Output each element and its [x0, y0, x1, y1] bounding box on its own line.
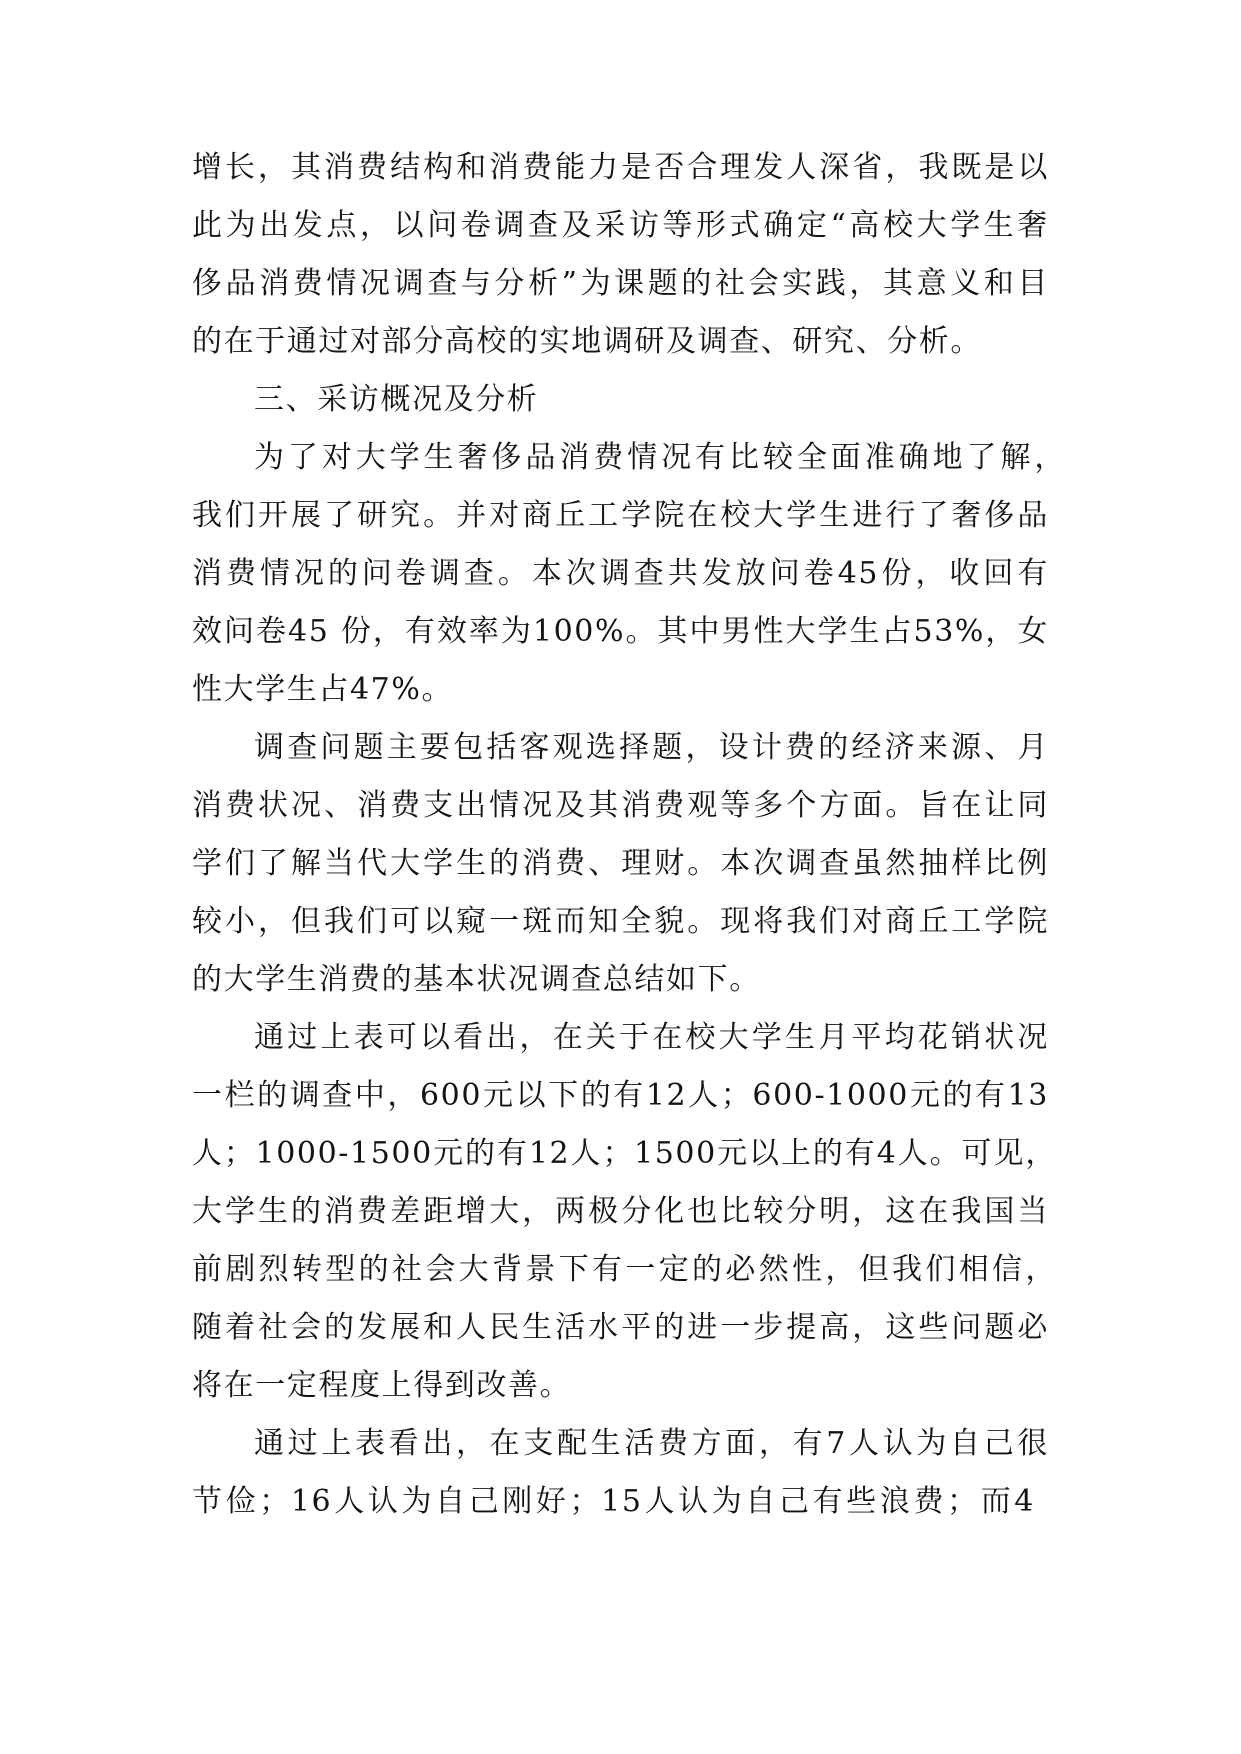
text-line-14: 较小，但我们可以窥一斑而知全貌。现将我们对商丘工学院	[192, 904, 1049, 939]
text-line-10: 性大学生占47%。	[192, 672, 454, 707]
text-line-8: 消费情况的问卷调查。本次调查共发放问卷45份，收回有	[192, 556, 1049, 591]
text-line-1: 增长，其消费结构和消费能力是否合理发人深省，我既是以	[192, 150, 1049, 185]
text-line-23: 通过上表看出，在支配生活费方面，有7人认为自己很	[254, 1426, 1049, 1461]
text-line-4: 的在于通过对部分高校的实地调研及调查、研究、分析。	[192, 324, 982, 359]
text-line-13: 学们了解当代大学生的消费、理财。本次调查虽然抽样比例	[192, 846, 1049, 881]
text-line-6: 为了对大学生奢侈品消费情况有比较全面准确地了解，	[254, 440, 1066, 475]
text-line-17: 一栏的调查中，600元以下的有12人；600-1000元的有13	[192, 1078, 1049, 1113]
text-line-15: 的大学生消费的基本状况调查总结如下。	[192, 962, 761, 997]
text-line-24: 节俭；16人认为自己刚好；15人认为自己有些浪费；而4	[192, 1484, 1035, 1519]
text-line-19: 大学生的消费差距增大，两极分化也比较分明，这在我国当	[192, 1194, 1049, 1229]
text-line-18: 人；1000-1500元的有12人；1500元以上的有4人。可见，	[192, 1136, 1057, 1171]
text-line-16: 通过上表可以看出，在关于在校大学生月平均花销状况	[254, 1020, 1049, 1055]
text-line-11: 调查问题主要包括客观选择题，设计费的经济来源、月	[254, 730, 1049, 765]
text-line-3: 侈品消费情况调查与分析”为课题的社会实践，其意义和目	[192, 266, 1049, 301]
text-line-12: 消费状况、消费支出情况及其消费观等多个方面。旨在让同	[192, 788, 1049, 823]
section-heading: 三、采访概况及分析	[254, 382, 539, 417]
text-line-21: 随着社会的发展和人民生活水平的进一步提高，这些问题必	[192, 1310, 1049, 1345]
text-line-9: 效问卷45 份，有效率为100%。其中男性大学生占53%，女	[192, 614, 1049, 649]
text-line-7: 我们开展了研究。并对商丘工学院在校大学生进行了奢侈品	[192, 498, 1049, 533]
text-line-2: 此为出发点，以问卷调查及采访等形式确定“高校大学生奢	[192, 208, 1049, 243]
text-line-22: 将在一定程度上得到改善。	[192, 1368, 572, 1403]
text-line-20: 前剧烈转型的社会大背景下有一定的必然性，但我们相信，	[192, 1252, 1057, 1287]
